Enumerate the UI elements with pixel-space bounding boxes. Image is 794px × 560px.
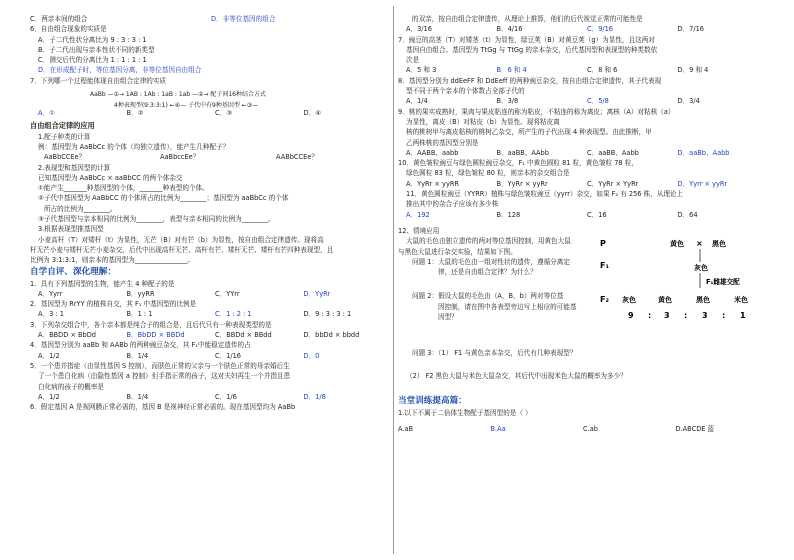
- s3-option-d: D．bbDd × bbdd: [303, 331, 360, 340]
- q7-scheme: [30, 86, 392, 108]
- ped-ratio-9: 9: [628, 311, 634, 321]
- s12-title: 12、情境应用: [398, 226, 440, 235]
- s12-q2b: 因控制，请在图中各表型旁边写上相应的可能基: [438, 302, 577, 311]
- s3-option-c: C．BBDd × BBdd: [215, 331, 272, 340]
- s9-option-a: A．AABB、aabb: [406, 148, 459, 157]
- s2-option-a: A．3 : 1: [38, 310, 64, 319]
- s12-q2a: 问题 2：假设大鼠的毛色由（A，B，b）两对等位基: [412, 292, 564, 301]
- column-divider: [393, 6, 394, 554]
- s5-option-b: B．1/4: [126, 392, 149, 401]
- right-column: [398, 14, 768, 434]
- s8-option-b: B．3/8: [496, 97, 519, 106]
- q6-option-c: C．测交后代的分离比为 1 : 1 : 1 : 1: [38, 56, 147, 65]
- s12-q2c: 因型？: [438, 313, 458, 322]
- ped-ratio-1: 1: [740, 311, 746, 321]
- s5-line-3: 白化病的孩子的概率是: [38, 382, 104, 391]
- s9-line-3: 乙两株桃的基因型分别是: [406, 138, 479, 147]
- app2-line-1: ①能产生_______种基因型的个体，_______种表型的个体。: [38, 184, 209, 193]
- training-title: 当堂训练提高篇：: [398, 395, 467, 406]
- s12-text-1: 大鼠的毛色由独立遗传的两对等位基因控制，用黄色大鼠: [406, 237, 571, 246]
- s7-option-a: A．5 和 3: [406, 66, 437, 75]
- app1-item-3: AABbCCEe？: [276, 153, 318, 162]
- s5-line-2: 了一个患白化病（由隐性基因 a 控制）但手指正常的孩子，这对夫妇再生一个并指且患: [38, 372, 291, 381]
- s11-options: [398, 210, 768, 220]
- t1-option-a: A.aB: [398, 425, 414, 434]
- app1-item-2: AaBbccEe？: [160, 153, 200, 162]
- s4-options: [30, 351, 392, 361]
- s11-line-2: 推出其中的杂合子应该有多少株: [406, 200, 499, 209]
- q7-scheme-bottom: 4种表现型(9:3:3:1) ←④— 子代中有9种基因型 ←③—: [114, 102, 259, 110]
- s5-line-1: 5．一个患并指症（由显性基因 S 控制），而肤色正常的父亲与一个肤色正常的母亲婚后生: [30, 361, 290, 370]
- s8-options: [398, 96, 768, 106]
- s9-line-2: 核的桃树甲与离皮粘核的桃树乙杂交，所产生的子代出现 4 种表现型。由此推断，甲: [406, 128, 652, 137]
- ped-cross-note: F₁雌雄交配: [706, 278, 740, 287]
- s2-option-b: B．1 : 1: [126, 310, 153, 319]
- app3-text-3: 比例为 3:1:3:1，则亲本的基因型为________________。: [30, 256, 195, 265]
- ped-p-label: P: [600, 239, 606, 249]
- app3-text-2: 杆无芒小麦与矮杆无芒小麦杂交，后代中出现高杆无芒、高杆有芒、矮杆无芒、矮杆有芒四种表现型，且: [30, 245, 334, 254]
- s2-stem: 2．基因型为 RrYY 的植株自交，其 F₁ 中基因型的比例是: [30, 300, 197, 309]
- t1-option-b: B.Aa: [490, 425, 506, 434]
- s1-option-a: A．Yyrr: [38, 289, 63, 298]
- ped-f1-label: F₁: [600, 261, 609, 271]
- s1-option-b: B．yyRR: [126, 289, 155, 298]
- s7-options: [398, 65, 768, 75]
- section-title: 自由组合定律的应用: [30, 121, 95, 131]
- ped-f2-beige: 米色: [734, 296, 748, 305]
- s12-q1b: 律，还是自由组合定律？为什么？: [438, 268, 537, 277]
- s4-option-d: D．0: [303, 351, 320, 360]
- s9-options: [398, 148, 768, 158]
- s10-option-b: B．YyRr × yyRr: [496, 179, 548, 188]
- q7-scheme-top: AaBb —①→ 1AB : 1Ab : 1aB : 1ab —②→ 配子间16种结合方式: [90, 91, 266, 99]
- ped-cross-symbol: ×: [696, 239, 703, 249]
- s8-line-1: 8．基因型分别为 ddEeFF 和 DdEeff 的两种豌豆杂交，按自由组合定律遗传，其子代表现: [398, 76, 662, 85]
- s10-options: [398, 179, 768, 189]
- q5-option-c: C．两亲本间的组合: [30, 15, 88, 23]
- app1-title: 1.配子种类的计算: [38, 132, 91, 141]
- s11-option-d: D．64: [677, 210, 698, 219]
- app2-title: 2.表现型和基因型的计算: [38, 163, 111, 172]
- t1-options: [398, 424, 768, 434]
- s2-option-d: D．9 : 3 : 3 : 1: [303, 310, 352, 319]
- t1-option-c: C.ab: [583, 425, 598, 434]
- app2-given: 已知基因型为 AaBbCc × aaBbCC 的两个体杂交: [38, 173, 183, 182]
- ped-f2-gray: 灰色: [622, 296, 636, 305]
- ped-ratio-sep-3: :: [722, 311, 726, 321]
- s11-line-1: 11．黄色圆粒豌豆（YYRR）植株与绿色皱粒豌豆（yyrr）杂交，如果 F₂ 有 256 株，从理论上: [406, 190, 684, 199]
- s1-option-d: D．YyRr: [303, 289, 331, 298]
- q7-option-b: B．②: [126, 109, 144, 118]
- s6-option-b: B．4/16: [496, 25, 523, 34]
- s5-option-c: C．1/6: [215, 392, 237, 401]
- s9-line-1b: 为显性，离皮（B）对粘皮（b）为显性。现将粘皮离: [406, 117, 560, 126]
- s10-option-a: A．YyRr × yyRR: [406, 179, 460, 188]
- app2-line-2: ②子代中基因型为 AaBbCC 的个体所占的比例为________；基因型为 aaBbCc 的个体: [38, 194, 289, 203]
- s2-option-c: C．1 : 2 : 1: [215, 310, 252, 319]
- s9-line-1: 9．桃的果实成熟时，果肉与果皮粘连的称为粘皮，不粘连的称为离皮；离核（A）对粘核（a）: [398, 107, 675, 116]
- s10-option-c: C．YyRr × YyRr: [587, 179, 639, 188]
- s6-options: [398, 24, 768, 34]
- left-column: [30, 14, 392, 412]
- ped-f1-gray: 灰色: [694, 264, 708, 273]
- s8-option-d: D．3/4: [677, 97, 700, 106]
- app3-text-1: 小麦高杆（T）对矮杆（t）为显性，无芒（B）对有芒（b）为显性，按自由组合定律遗传。现将高: [38, 235, 324, 244]
- s6-option-c: C．9/16: [587, 25, 614, 34]
- s12-block: [398, 236, 768, 348]
- app3-title: 3.根据表现型推基因型: [38, 225, 104, 234]
- s12-q1a: 问题 1：大鼠的毛色由一组对性状的遗传，遵循分离定: [412, 257, 570, 266]
- s11-option-b: B．128: [496, 210, 521, 219]
- s2-options: [30, 309, 392, 319]
- ped-ratio-3b: 3: [702, 311, 708, 321]
- q6-option-d: D．在形成配子时，等位基因分离，非等位基因自由组合: [38, 66, 202, 75]
- ped-ratio-sep-2: :: [684, 311, 688, 321]
- s4-option-a: A．1/2: [38, 351, 60, 360]
- s8-option-c: C．5/8: [587, 97, 609, 106]
- s8-option-a: A．1/4: [406, 97, 428, 106]
- app1-example: 例：基因型为 AaBbCc 的个体（均独立遗传），能产生几种配子？: [38, 142, 230, 151]
- s11-option-a: A．192: [406, 210, 430, 219]
- s12-q3b: （2） F2 黑色大鼠与米色大鼠杂交，其后代中出现米色大鼠的概率为多少？: [406, 371, 627, 380]
- app2-line-3: ③子代基因型与亲本相同的比例为________，表型与亲本相同的比例为________。: [38, 215, 275, 224]
- s7-option-c: C．8 和 6: [587, 66, 618, 75]
- s12-text: [398, 236, 588, 322]
- s7-option-b: B．6 和 4: [496, 66, 527, 75]
- ped-f2-label: F₂: [600, 295, 609, 305]
- app1-options: [30, 152, 392, 162]
- s6-line-1: 6．假定基因 A 是视网膜正常必需的，基因 B 是视神经正常必需的。现在基因型均为 AaBb: [30, 403, 296, 412]
- s1-option-c: C．YYrr: [215, 289, 240, 298]
- s6-continued: 的双亲，按自由组合定律遗传，从理论上推算，他们的后代视觉正常的可能性是: [412, 15, 643, 23]
- s3-options: [30, 330, 392, 340]
- s9-option-d: D．aaBb、Aabb: [677, 148, 730, 157]
- s3-option-a: A．BBDD × BbDd: [38, 331, 96, 340]
- app1-item-1: AaBbCCEe？: [44, 153, 86, 162]
- s1-stem: 1．具有下列基因型的生物，能产生 4 种配子的是: [30, 279, 175, 288]
- s4-option-b: B．1/4: [126, 351, 149, 360]
- s3-stem: 3．下列杂交组合中，各个亲本都是纯合子的组合是，且后代只有一种表现类型的是: [30, 320, 272, 329]
- ped-ratio-sep-1: :: [648, 311, 652, 321]
- q7-option-c: C．③: [215, 109, 233, 118]
- s5-option-d: D．1/8: [303, 392, 326, 401]
- q7-stem: 7．下列哪一个过程能体现自由组合定律的实质: [30, 76, 167, 85]
- ped-f2-black: 黑色: [696, 296, 710, 305]
- q6-stem: 6．自由组合现象的实质是: [30, 25, 107, 34]
- app2-line-2b: 所占的比例为________。: [44, 204, 117, 213]
- t1-option-d: D.ABCDE 蓝: [675, 425, 715, 434]
- ped-parent-black: 黑色: [712, 240, 726, 249]
- s7-line-3: 次是: [406, 56, 420, 65]
- s12-text-2: 与黑色大鼠进行杂交实验，结果如下图。: [398, 247, 517, 256]
- s8-line-2: 型不同于两个亲本的个体数占全部子代的: [406, 87, 525, 96]
- s9-option-c: C．aaBB、Aabb: [587, 148, 639, 157]
- s5-options: [30, 392, 392, 402]
- s9-option-b: B．aaBB、AAbb: [496, 148, 549, 157]
- q6-option-a: A．子二代性状分离比为 9 : 3 : 3 : 1: [38, 35, 147, 44]
- self-eval-title: 自学自评、深化理解：: [30, 266, 116, 277]
- s12-q3: 问题 3：（1） F1 与黄色亲本杂交，后代有几种表现型？: [412, 349, 577, 358]
- s10-option-d: D．Yyrr × yyRr: [677, 179, 728, 188]
- s4-stem: 4．基因型分别为 aaBb 和 AABb 的两种豌豆杂交，其 F₁中能稳定遗传的占: [30, 341, 251, 350]
- q5-option-d: D．非等位基因的组合: [211, 15, 276, 23]
- q7-option-a: A．①: [38, 109, 56, 118]
- s10-line-1: 10．黄色皱粒豌豆与绿色圆粒豌豆杂交，F₁ 中黄色圆粒 81 粒，黄色皱粒 78 粒，: [398, 159, 638, 168]
- s6-option-a: A．3/16: [406, 25, 432, 34]
- s1-options: [30, 289, 392, 299]
- s7-option-d: D．9 和 4: [677, 66, 709, 75]
- q6-option-b: B．子二代出现与亲本性状不同的新类型: [38, 45, 155, 54]
- ped-parent-yellow: 黄色: [670, 240, 684, 249]
- s3-option-b: B．BbDD × BBDd: [126, 331, 185, 340]
- s6-option-d: D．7/16: [677, 25, 704, 34]
- s7-line-2: 基因自由组合。基因型为 TtGg 与 TtGg 的亲本杂交，后代基因型和表现型的种类数依: [406, 45, 658, 54]
- ped-ratio-3a: 3: [664, 311, 670, 321]
- t1-stem: 1.以下不属于二倍体生物配子基因型的是（ ）: [398, 408, 532, 417]
- s4-option-c: C．1/16: [215, 351, 242, 360]
- s10-line-2: 绿色圆粒 83 粒，绿色皱粒 80 粒，则亲本的杂交组合是: [406, 169, 570, 178]
- s7-line-1: 7．豌豆的高茎（T）对矮茎（t）为显性，绿豆荚（B）对黄豆荚（g）为显性，且这两对: [398, 35, 655, 44]
- s11-option-c: C．16: [587, 210, 607, 219]
- q5-options: [30, 14, 392, 24]
- pedigree-diagram: [596, 236, 768, 332]
- s5-option-a: A．1/2: [38, 392, 60, 401]
- q7-option-d: D．④: [303, 109, 322, 118]
- ped-f2-yellow: 黄色: [658, 296, 672, 305]
